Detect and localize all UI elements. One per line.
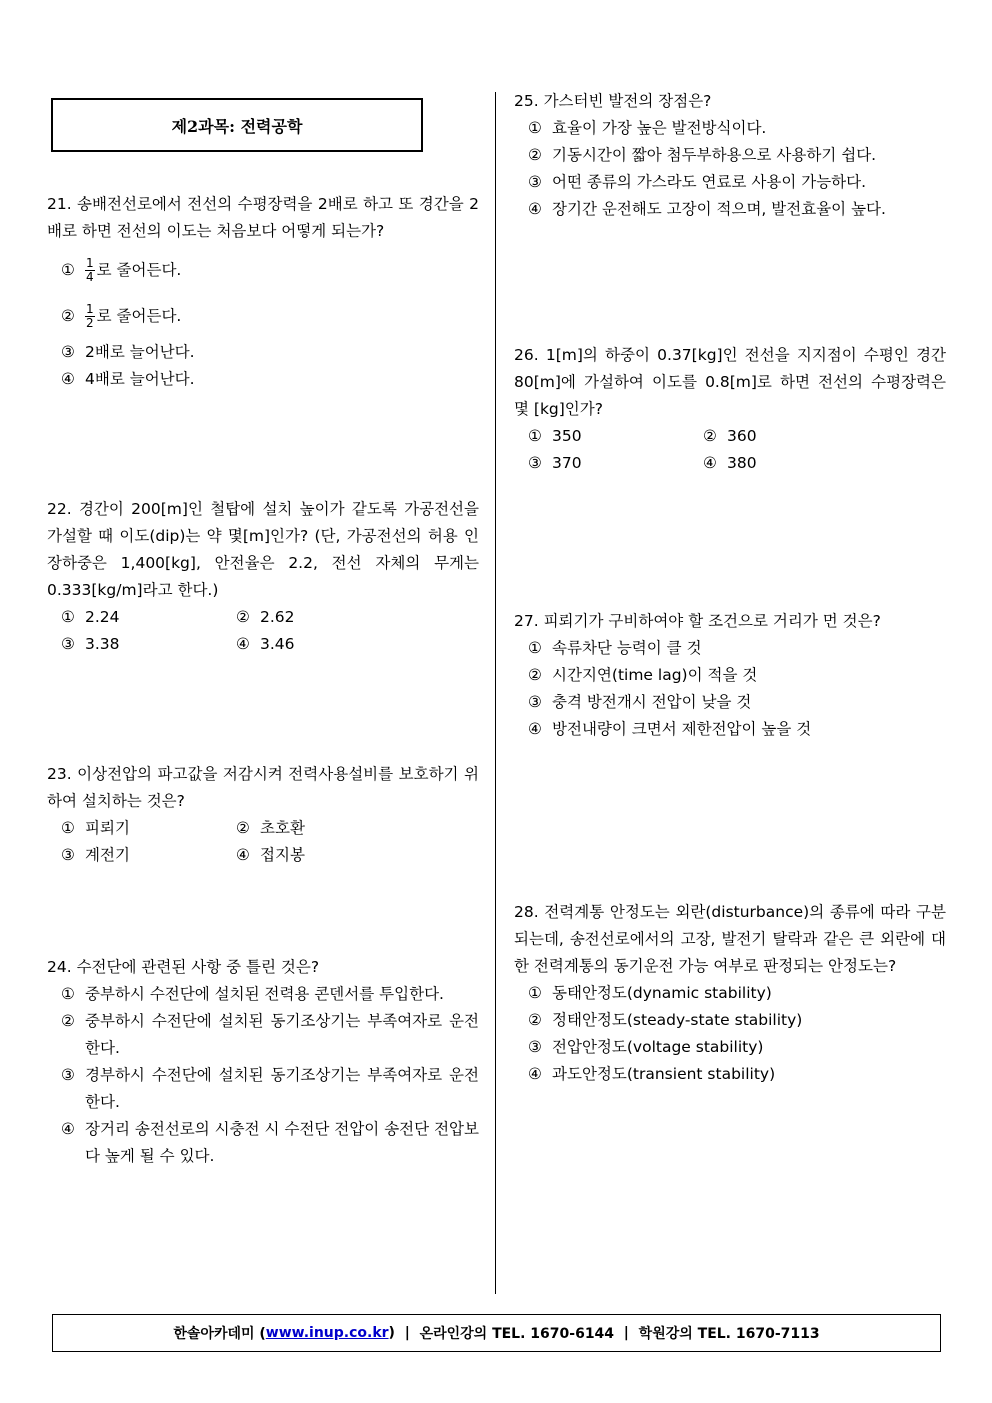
option-number: ②	[528, 666, 542, 684]
offline-phone: 학원강의 TEL. 1670-7113	[638, 1326, 820, 1342]
option-text: 4배로 늘어난다.	[85, 370, 195, 388]
option-number: ③	[528, 1038, 542, 1056]
fraction: $\frac{1}{2}$	[86, 302, 94, 330]
option-text: 접지봉	[260, 846, 305, 864]
question-stem: 25. 가스터빈 발전의 장점은?	[514, 92, 712, 110]
option-4[interactable]	[236, 842, 411, 869]
option-text: 350	[552, 427, 582, 445]
option-1[interactable]	[514, 635, 946, 662]
option-text: 경부하시 수전단에 설치된 동기조상기는 부족여자로 운전한다.	[85, 1066, 479, 1111]
option-text: 3.46	[260, 635, 295, 653]
option-number: ④	[236, 635, 250, 653]
option-1[interactable]	[514, 980, 946, 1007]
option-number: ④	[61, 1120, 75, 1138]
option-number: ①	[528, 639, 542, 657]
website-link[interactable]: www.inup.co.kr	[265, 1325, 389, 1341]
question-25	[514, 88, 946, 223]
option-number: ①	[61, 819, 75, 837]
option-number: ③	[528, 173, 542, 191]
option-text: 충격 방전개시 전압이 낮을 것	[552, 693, 752, 711]
separator: |	[404, 1325, 410, 1341]
option-number: ④	[61, 370, 75, 388]
option-number: ④	[528, 1065, 542, 1083]
option-number: ①	[61, 608, 75, 626]
option-number: ④	[236, 846, 250, 864]
option-4[interactable]	[703, 450, 878, 477]
option-number: ②	[703, 427, 717, 445]
option-number: ②	[528, 146, 542, 164]
option-number: ③	[528, 693, 542, 711]
option-text: 효율이 가장 높은 발전방식이다.	[552, 119, 767, 137]
column-divider	[495, 92, 496, 1294]
option-1[interactable]	[61, 815, 236, 842]
option-2[interactable]	[514, 142, 946, 169]
question-stem: 24. 수전단에 관련된 사항 중 틀린 것은?	[47, 958, 320, 976]
option-number: ③	[528, 454, 542, 472]
option-text: 360	[727, 427, 757, 445]
option-text: 기동시간이 짧아 첨두부하용으로 사용하기 쉽다.	[552, 146, 877, 164]
footer-banner	[52, 1314, 941, 1352]
option-2[interactable]	[514, 1007, 946, 1034]
option-4[interactable]	[514, 196, 946, 223]
option-number: ②	[528, 1011, 542, 1029]
option-text: 어떤 종류의 가스라도 연료로 사용이 가능하다.	[552, 173, 867, 191]
option-2[interactable]: ② $\frac{1}{2}$ 로 줄어든다.	[61, 302, 182, 330]
option-text: 전압안정도(voltage stability)	[552, 1038, 764, 1056]
question-23	[47, 761, 479, 869]
option-1[interactable]	[61, 604, 236, 631]
question-stem: 28. 전력계통 안정도는 외란(disturbance)의 종류에 따라 구분되는데, 송전선로에서의 고장, 발전기 탈락과 같은 큰 외란에 대한 전력계통의 동기운전 가능 여부로 판정되는 안정도는?	[514, 903, 946, 975]
question-22	[47, 496, 479, 658]
option-text: 2배로 늘어난다.	[85, 343, 195, 361]
option-text: 3.38	[85, 635, 120, 653]
option-3[interactable]	[61, 631, 236, 658]
online-phone: 온라인강의 TEL. 1670-6144	[419, 1326, 615, 1342]
option-number: ①	[61, 260, 75, 279]
option-text: 장거리 송전선로의 시충전 시 수전단 전압이 송전단 전압보다 높게 될 수 있다.	[85, 1120, 479, 1165]
option-number: ①	[528, 119, 542, 137]
option-4[interactable]	[514, 1061, 946, 1088]
option-text: 중부하시 수전단에 설치된 동기조상기는 부족여자로 운전한다.	[85, 1012, 479, 1057]
option-1[interactable]	[47, 981, 479, 1008]
question-stem: 23. 이상전압의 파고값을 저감시켜 전력사용설비를 보호하기 위하여 설치하는 것은?	[47, 765, 479, 810]
subject-title: 제2과목: 전력공학	[171, 116, 303, 136]
option-text: 초호환	[260, 819, 305, 837]
option-text: 동태안정도(dynamic stability)	[552, 984, 772, 1002]
option-text: 380	[727, 454, 757, 472]
option-4[interactable]	[236, 631, 411, 658]
option-number: ③	[61, 1066, 75, 1084]
question-27	[514, 608, 946, 743]
option-2[interactable]	[236, 604, 411, 631]
option-3[interactable]	[47, 339, 479, 366]
question-24	[47, 954, 479, 1170]
question-28	[514, 899, 946, 1088]
option-4[interactable]	[47, 366, 479, 393]
option-4[interactable]	[47, 1116, 479, 1170]
option-3[interactable]	[514, 1034, 946, 1061]
option-text: 정태안정도(steady-state stability)	[552, 1011, 803, 1029]
option-1[interactable]	[514, 115, 946, 142]
option-3[interactable]	[514, 689, 946, 716]
option-3[interactable]	[47, 1062, 479, 1116]
option-2[interactable]	[703, 423, 878, 450]
option-text: 피뢰기	[85, 819, 130, 837]
option-3[interactable]	[528, 450, 703, 477]
option-number: ①	[528, 427, 542, 445]
question-21	[47, 191, 479, 393]
option-number: ②	[236, 608, 250, 626]
option-text: 시간지연(time lag)이 적을 것	[552, 666, 758, 684]
option-2[interactable]	[236, 815, 411, 842]
option-number: ③	[61, 635, 75, 653]
paren-close: )	[388, 1325, 395, 1341]
question-stem: 21. 송배전선로에서 전선의 수평장력을 2배로 하고 또 경간을 2배로 하면 전선의 이도는 처음보다 어떻게 되는가?	[47, 195, 479, 240]
option-text: 계전기	[85, 846, 130, 864]
option-number: ③	[61, 343, 75, 361]
option-1[interactable]: ① $\frac{1}{4}$ 로 줄어든다.	[61, 256, 182, 284]
fraction: $\frac{1}{4}$	[86, 256, 94, 284]
option-text: 과도안정도(transient stability)	[552, 1065, 776, 1083]
separator: |	[623, 1325, 629, 1341]
option-4[interactable]	[514, 716, 946, 743]
question-26	[514, 342, 946, 477]
option-2[interactable]	[514, 662, 946, 689]
question-stem: 22. 경간이 200[m]인 철탑에 설치 높이가 같도록 가공전선을 가설할 때 이도(dip)는 약 몇[m]인가? (단, 가공전선의 허용 인장하중은 1,400[kg], 안전율은 2.2, 전선 자체의 무게는 0.333[kg/m]라고 한다.)	[47, 500, 479, 599]
subject-title-box	[51, 98, 423, 152]
option-number: ②	[236, 819, 250, 837]
option-3[interactable]	[61, 842, 236, 869]
option-text: 방전내량이 크면서 제한전압이 높을 것	[552, 720, 812, 738]
option-text: 중부하시 수전단에 설치된 전력용 콘덴서를 투입한다.	[85, 985, 444, 1003]
option-text: 2.24	[85, 608, 120, 626]
option-number: ①	[61, 985, 75, 1003]
option-number: ②	[61, 306, 75, 325]
option-number: ②	[61, 1012, 75, 1030]
option-number: ④	[703, 454, 717, 472]
option-text: 속류차단 능력이 클 것	[552, 639, 702, 657]
option-number: ①	[528, 984, 542, 1002]
option-text: 2.62	[260, 608, 295, 626]
academy-name: 한솔아카데미 (	[173, 1326, 266, 1342]
option-number: ④	[528, 200, 542, 218]
option-2[interactable]	[47, 1008, 479, 1062]
option-text: 370	[552, 454, 582, 472]
option-3[interactable]	[514, 169, 946, 196]
option-1[interactable]	[528, 423, 703, 450]
option-number: ③	[61, 846, 75, 864]
question-stem: 27. 피뢰기가 구비하여야 할 조건으로 거리가 먼 것은?	[514, 612, 881, 630]
question-stem: 26. 1[m]의 하중이 0.37[kg]인 전선을 지지점이 수평인 경간 80[m]에 가설하여 이도를 0.8[m]로 하면 전선의 수평장력은 몇 [kg]인가?	[514, 346, 946, 418]
option-text: 장기간 운전해도 고장이 적으며, 발전효율이 높다.	[552, 200, 886, 218]
option-number: ④	[528, 720, 542, 738]
